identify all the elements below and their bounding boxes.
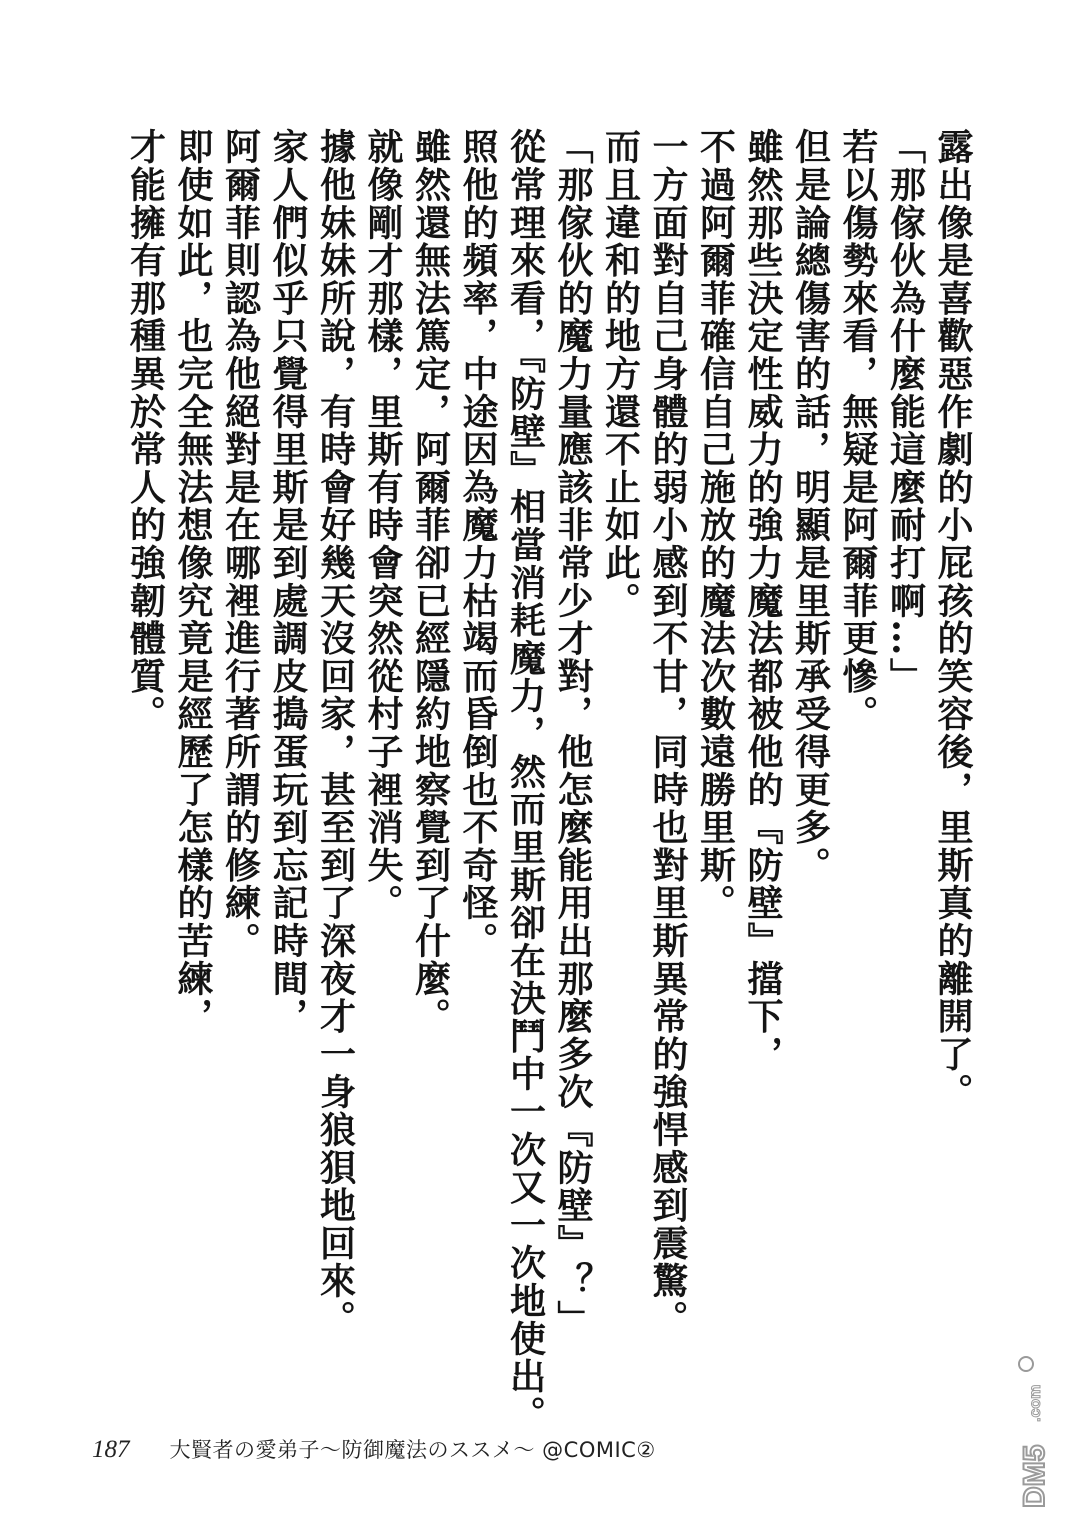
text-line: 「那傢伙的魔力量應該非常少才對，他怎麼能用出那麼多次『防壁』？」	[552, 128, 594, 1338]
svg-text:DM5: DM5	[1018, 1444, 1051, 1508]
text-line: 但是論總傷害的話，明顯是里斯承受得更多。	[789, 128, 832, 884]
text-line: 而且違和的地方還不止如此。	[599, 128, 642, 620]
text-line: 不過阿爾菲確信自己施放的魔法次數遠勝里斯。	[694, 128, 737, 922]
text-line: 雖然那些決定性威力的強力魔法都被他的『防壁』擋下，	[742, 128, 784, 1073]
text-line: 「那傢伙為什麼能這麼耐打啊…」	[884, 128, 927, 695]
book-title: 大賢者の愛弟子～防御魔法のススメ～ @COMIC②	[169, 1438, 656, 1462]
text-line: 阿爾菲則認為他絕對是在哪裡進行著所謂的修練。	[219, 128, 262, 960]
text-line: 若以傷勢來看，無疑是阿爾菲更慘。	[837, 128, 879, 733]
text-line: 家人們似乎只覺得里斯是到處調皮搗蛋玩到忘記時間，	[267, 128, 309, 1036]
text-line: 即使如此，也完全無法想像究竟是經歷了怎樣的苦練，	[172, 128, 214, 1036]
vertical-body-text	[121, 128, 976, 1433]
page-footer	[92, 1434, 656, 1474]
text-line: 露出像是喜歡惡作劇的小屁孩的笑容後，里斯真的離開了。	[932, 128, 974, 1111]
text-line: 雖然還無法篤定，阿爾菲卻已經隱約地察覺到了什麼。	[409, 128, 452, 1036]
text-line: 一方面對自己身體的弱小感到不甘，同時也對里斯異常的強悍感到震驚。	[647, 128, 689, 1338]
dm5-logo-icon	[1002, 1330, 1066, 1530]
text-line: 才能擁有那種異於常人的強韌體質。	[124, 128, 167, 733]
text-line: 據他妹妹所說，有時會好幾天沒回家，甚至到了深夜才一身狼狽地回來。	[314, 128, 357, 1338]
text-line: 照他的頻率，中途因為魔力枯竭而昏倒也不奇怪。	[457, 128, 499, 960]
svg-text:.com: .com	[1027, 1384, 1044, 1422]
page-number: 187	[92, 1436, 130, 1463]
text-line: 從常理來看，『防壁』相當消耗魔力，然而里斯卻在決鬥中一次又一次地使出。	[504, 128, 547, 1433]
text-line: 就像剛才那樣，里斯有時會突然從村子裡消失。	[362, 128, 404, 922]
watermark-logo-graphic	[1004, 1335, 1064, 1525]
